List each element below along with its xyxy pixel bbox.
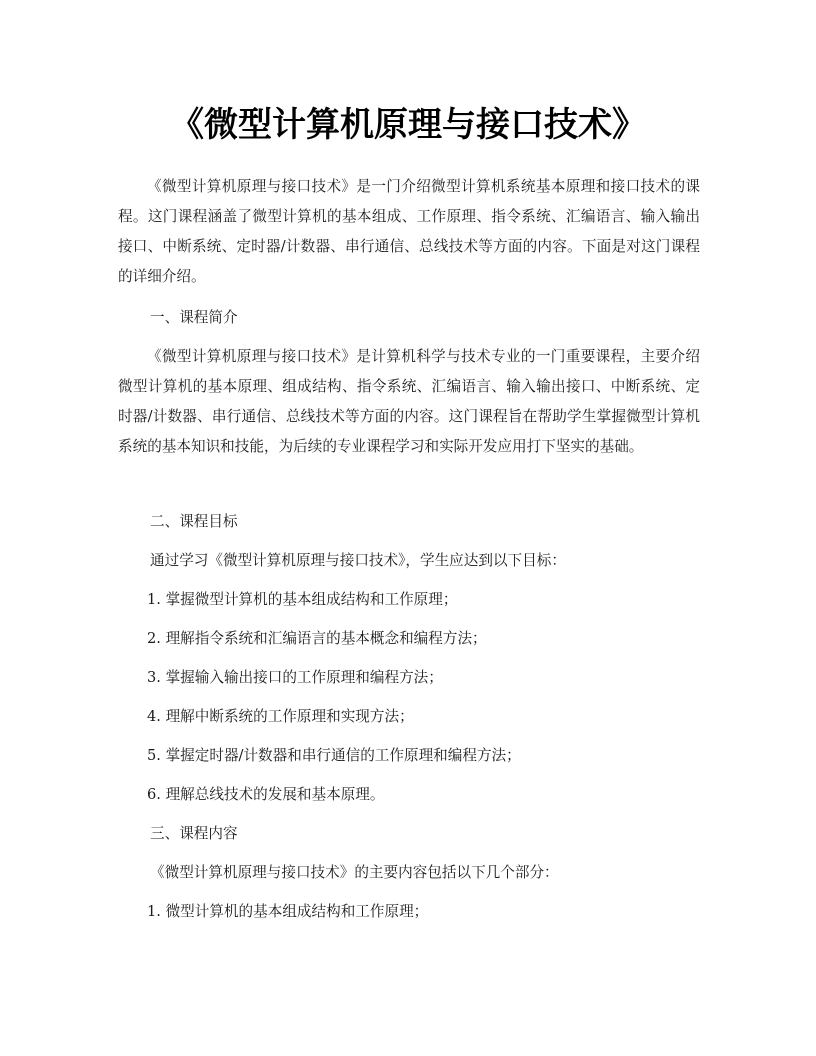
goals-lead: 通过学习《微型计算机原理与接口技术》，学生应达到以下目标： (150, 552, 566, 569)
section-heading-goals: 二、课程目标 (150, 513, 238, 530)
content-lead: 《微型计算机原理与接口技术》的主要内容包括以下几个部分： (150, 864, 559, 881)
content-item: 1. 微型计算机的基本组成结构和工作原理； (147, 903, 429, 920)
section-heading-intro: 一、课程简介 (150, 309, 238, 326)
document-title: 《微型计算机原理与接口技术》 (170, 105, 646, 145)
goal-item: 1. 掌握微型计算机的基本组成结构和工作原理； (147, 591, 458, 608)
section-heading-content: 三、课程内容 (150, 825, 238, 842)
goal-item: 6. 理解总线技术的发展和基本原理。 (147, 786, 385, 803)
course-intro-paragraph: 《微型计算机原理与接口技术》是计算机科学与技术专业的一门重要课程，主要介绍微型计算机的基本原理、组成结构、指令系统、汇编语言、输入输出接口、中断系统、定时器/计数器、串行通信、总线技术等方面的内容。这门课程旨在帮助学生掌握微型计算机系统的基本知识和技能，为后续的专业课程学习和实际开发应用打下坚实的基础。 (118, 348, 700, 455)
goal-item: 5. 掌握定时器/计数器和串行通信的工作原理和编程方法； (147, 747, 521, 764)
intro-paragraph: 《微型计算机原理与接口技术》是一门介绍微型计算机系统基本原理和接口技术的课程。这门课程涵盖了微型计算机的基本组成、工作原理、指令系统、汇编语言、输入输出接口、中断系统、定时器/计数器、串行通信、总线技术等方面的内容。下面是对这门课程的详细介绍。 (118, 178, 700, 285)
goal-item: 2. 理解指令系统和汇编语言的基本概念和编程方法； (147, 630, 487, 647)
goal-item: 4. 理解中断系统的工作原理和实现方法； (147, 708, 414, 725)
goal-item: 3. 掌握输入输出接口的工作原理和编程方法； (147, 669, 443, 686)
